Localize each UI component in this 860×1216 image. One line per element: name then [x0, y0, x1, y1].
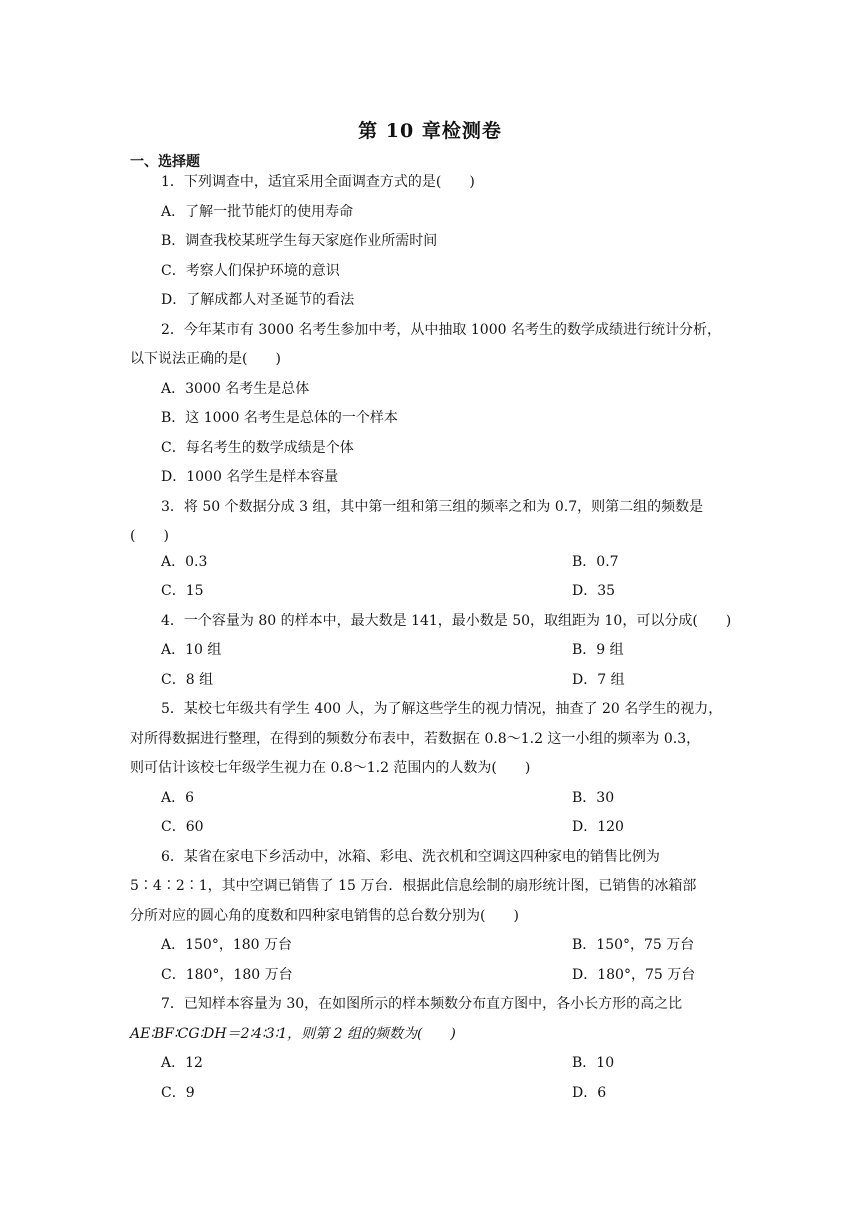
question-1-option-a: A．了解一批节能灯的使用寿命	[161, 204, 354, 220]
question-1-option-b: B．调查我校某班学生每天家庭作业所需时间	[161, 233, 438, 249]
question-4-text: 4．一个容量为 80 的样本中，最大数是 141，最小数是 50，取组距为 10，可以分成( )	[161, 613, 732, 629]
question-7-option-c: C．9	[161, 1085, 195, 1101]
question-2-text: 2．今年某市有 3000 名考生参加中考，从中抽取 1000 名考生的数学成绩进行统计分析，	[161, 322, 721, 338]
question-3-option-a: A．0.3	[161, 554, 208, 570]
page-title: 第 10 章检测卷	[358, 120, 502, 142]
question-5-option-d: D．120	[572, 819, 624, 835]
question-6-text-cont-1: 5∶4∶2∶1，其中空调已销售了 15 万台．根据此信息绘制的扇形统计图，已销售的冰箱部	[130, 878, 697, 894]
question-3-option-c: C．15	[161, 583, 204, 599]
question-5-option-a: A．6	[161, 790, 195, 806]
question-4-option-d: D．7 组	[572, 672, 625, 688]
question-7-text: 7．已知样本容量为 30，在如图所示的样本频数分布直方图中，各小长方形的高之比	[161, 996, 683, 1012]
question-2-option-c: C．每名考生的数学成绩是个体	[161, 440, 354, 456]
question-3-option-b: B．0.7	[572, 554, 619, 570]
question-7-text-cont: AE∶BF∶CG∶DH＝2∶4∶3∶1，则第 2 组的频数为( )	[130, 1026, 456, 1042]
question-3-text-cont: ( )	[130, 528, 169, 544]
question-6-text-cont-2: 分所对应的圆心角的度数和四种家电销售的总台数分别为( )	[130, 908, 519, 924]
question-5-text: 5．某校七年级共有学生 400 人，为了解这些学生的视力情况，抽查了 20 名学生的视力，	[161, 701, 723, 717]
question-1-option-d: D．了解成都人对圣诞节的看法	[161, 292, 355, 308]
section-heading: 一、选择题	[130, 154, 200, 170]
question-7-option-d: D．6	[572, 1085, 607, 1101]
question-4-option-b: B．9 组	[572, 642, 624, 658]
question-6-option-d: D．180°，75 万台	[572, 967, 696, 983]
question-2-option-a: A．3000 名考生是总体	[161, 381, 310, 397]
question-7-option-a: A．12	[161, 1055, 203, 1071]
question-4-option-c: C．8 组	[161, 672, 214, 688]
question-6-option-b: B．150°，75 万台	[572, 937, 695, 953]
question-2-option-d: D．1000 名学生是样本容量	[161, 469, 339, 485]
question-2-option-b: B．这 1000 名考生是总体的一个样本	[161, 410, 398, 426]
question-1-text: 1．下列调查中，适宜采用全面调查方式的是( )	[161, 174, 475, 190]
question-4-option-a: A．10 组	[161, 642, 222, 658]
question-5-option-c: C．60	[161, 819, 204, 835]
question-6-text: 6．某省在家电下乡活动中，冰箱、彩电、洗衣机和空调这四种家电的销售比例为	[161, 849, 660, 865]
question-6-option-a: A．150°，180 万台	[161, 937, 293, 953]
question-6-option-c: C．180°，180 万台	[161, 967, 293, 983]
question-5-text-cont-2: 则可估计该校七年级学生视力在 0.8～1.2 范围内的人数为( )	[130, 760, 531, 776]
question-1-option-c: C．考察人们保护环境的意识	[161, 263, 340, 279]
question-5-text-cont-1: 对所得数据进行整理，在得到的频数分布表中，若数据在 0.8～1.2 这一小组的频率为 0.3，	[130, 731, 701, 747]
question-7-option-b: B．10	[572, 1055, 615, 1071]
question-3-text: 3．将 50 个数据分成 3 组，其中第一组和第三组的频率之和为 0.7，则第二组的频数是	[161, 499, 704, 515]
question-3-option-d: D．35	[572, 583, 616, 599]
question-5-option-b: B．30	[572, 790, 615, 806]
question-2-text-cont: 以下说法正确的是( )	[130, 351, 281, 367]
